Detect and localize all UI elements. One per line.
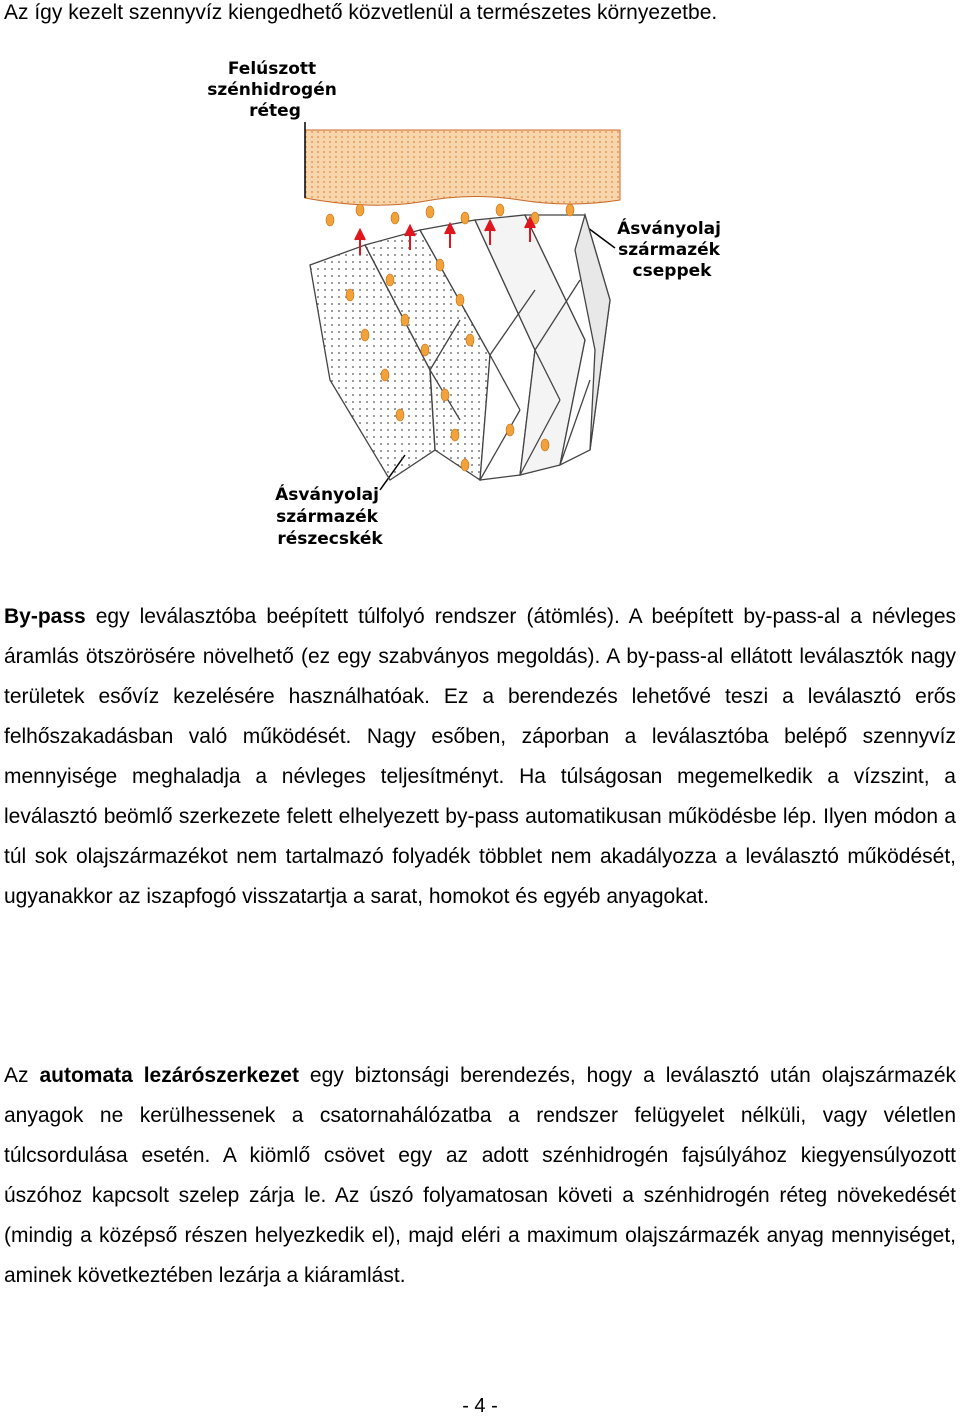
paragraph-bypass [4, 597, 956, 917]
hydrocarbon-layer [305, 130, 620, 205]
paragraph-bypass-text: egy leválasztóba beépített túlfolyó rendszer (átömlés). A beépített by-pass-al a névleges áramlás ötszörösére növelhető (ez egy szabványos megoldás). A by-pass-al ellátott leválasztók nagy területek esővíz kezelésére használhatóak. Ez a berendezés lehetővé teszi a leválasztó erős felhőszakadásban való működését. Nagy esőben, záporban a leválasztóba belépő szennyvíz mennyisége meghaladja a névleges teljesítményt. Ha túlságosan megemelkedik a vízszint, a leválasztó beömlő szerkezete felett elhelyezett by-pass automatikusan működésbe lép. Ilyen módon a túl sok olajszármazékot nem tartalmazó folyadék többlet nem akadályozza a leválasztó működését, ugyanakkor az iszapfogó visszatartja a sarat, homokot és egyéb anyagokat. [4, 605, 956, 908]
label-droplets: Ásványolaj származék cseppek [617, 219, 721, 281]
term-bypass: By-pass [4, 605, 86, 628]
paragraph-closure-text: egy biztonsági berendezés, hogy a leválasztó után olajszármazék anyagok ne kerülhessenek a csatornahálózatba a rendszer felügyelet nélküli, vagy véletlen túlcsordulása esetén. A kiömlő csövet egy az adott szénhidrogén fajsúlyához kiegyensúlyozott úszóhoz kapcsolt szelep zárja le. Az úszó folyamatosan követi a szénhidrogén réteg növekedését (mindig a középső részen helyezkedik el), majd eléri a maximum olajszármazék anyag mennyiséget, aminek következtében lezárja a kiáramlást. [4, 1064, 956, 1287]
coalescing-plates [310, 215, 610, 480]
paragraph-closure-prefix: Az [4, 1064, 40, 1087]
paragraph-closure [4, 1056, 956, 1296]
term-automatic-closure: automata lezárószerkezet [39, 1064, 299, 1087]
oil-separator-figure [190, 50, 750, 560]
page-number: - 4 - [462, 1395, 498, 1417]
label-layer: Felúszott szénhidrogén réteg [207, 59, 337, 121]
top-line: Az így kezelt szennyvíz kiengedhető közvetlenül a természetes környezetbe. [4, 1, 718, 24]
label-particles: Ásványolaj származék részecskék [275, 485, 383, 549]
